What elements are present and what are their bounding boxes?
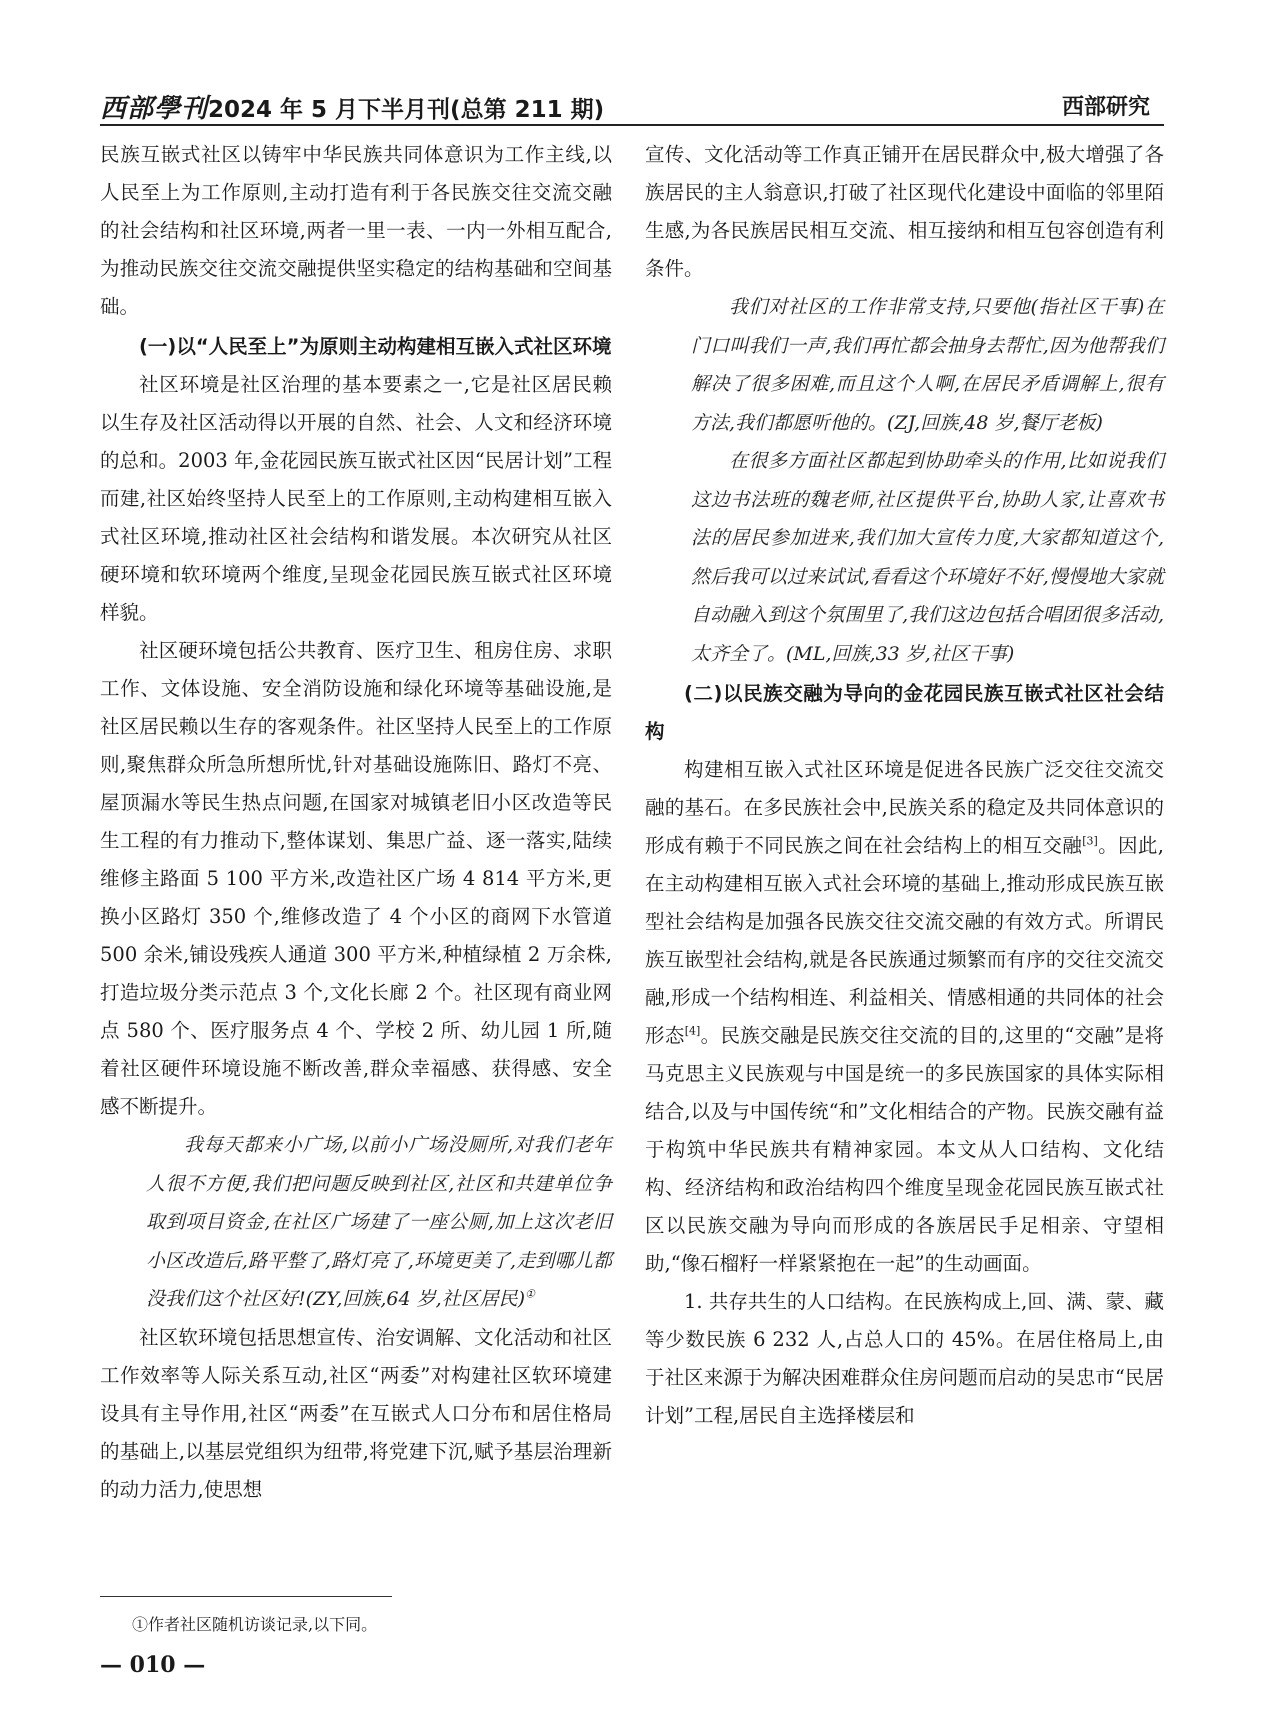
left-column [100,136,612,1509]
paragraph: 社区软环境包括思想宣传、治安调解、文化活动和社区工作效率等人际关系互动,社区“两委”对构建社区软环境建设具有主导作用,社区“两委”在互嵌式人口分布和居住格局的基础上,以基层党组织为纽带,将党建下沉,赋予基层治理新的动力活力,使思想 [100,1325,612,1501]
right-column [645,136,1164,1435]
quote-text: 我每天都来小广场,以前小广场没厕所,对我们老年人很不方便,我们把问题反映到社区,社区和共建单位争取到项目资金,在社区广场建了一座公厕,加上这次老旧小区改造后,路平整了,路灯亮了,环境更美了,走到哪儿都没我们这个社区好!(ZY,回族,64 岁,社区居民) [146,1134,612,1310]
paragraph: 民族互嵌式社区以铸牢中华民族共同体意识为工作主线,以人民至上为工作原则,主动打造有利于各民族交往交流交融的社会结构和社区环境,两者一里一表、一内一外相互配合,为推动民族交往交流交融提供坚实稳定的结构基础和空间基础。 [100,143,612,318]
paragraph: 社区硬环境包括公共教育、医疗卫生、租房住房、求职工作、文体设施、安全消防设施和绿化环境等基础设施,是社区居民赖以生存的客观条件。社区坚持人民至上的工作原则,聚焦群众所急所想所忧,针对基础设施陈旧、路灯不亮、屋顶漏水等民生热点问题,在国家对城镇老旧小区改造等民生工程的有力推动下,整体谋划、集思广益、逐一落实,陆续维修主路面 5 100 平方米,改造社区广场 4 814 平方米,更换小区路灯 350 个,维修改造了 4 个小区的商网下水管道 500 余米,铺设残疾人通道 300 平方米,种植绿植 2 万余株,打造垃圾分类示范点 3 个,文化长廊 2 个。社区现有商业网点 580 个、医疗服务点 4 个、学校 2 所、幼儿园 1 所,随着社区硬件环境设施不断改善,群众幸福感、获得感、安全感不断提升。 [100,639,612,1118]
citation-ref: [3] [1082,834,1098,848]
interview-quote [100,1126,612,1319]
section-heading: (二)以民族交融为导向的金花园民族互嵌式社区社会结构 [645,682,1164,743]
footnote: ①作者社区随机访谈记录,以下同。 [132,1615,378,1634]
section-heading: (一)以“人民至上”为原则主动构建相互嵌入式社区环境 [139,335,612,358]
citation-ref: [4] [684,1024,701,1038]
footnote-rule [100,1596,392,1597]
running-header [100,88,1164,124]
interview-quote: 在很多方面社区都起到协助牵头的作用,比如说我们这边书法班的魏老师,社区提供平台,协助人家,让喜欢书法的居民参加进来,我们加大宣传力度,大家都知道这个,然后我可以过来试试,看看这个环境好不好,慢慢地大家就自动融入到这个氛围里了,我们这边包括合唱团很多活动,太齐全了。(ML,回族,33 岁,社区干事) [691,450,1164,665]
header-left [100,88,604,125]
paragraph-text: 。因此,在主动构建相互嵌入式社会环境的基础上,推动形成民族互嵌型社会结构是加强各民族交往交流交融的有效方式。所谓民族互嵌型社会结构,就是各民族通过频繁而有序的交往交流交融,形成一个结构相连、利益相关、情感相通的共同体的社会形态 [645,834,1164,1047]
paragraph: 社区环境是社区治理的基本要素之一,它是社区居民赖以生存及社区活动得以开展的自然、社会、人文和经济环境的总和。2003 年,金花园民族互嵌式社区因“民居计划”工程而建,社区始终坚持人民至上的工作原则,主动构建相互嵌入式社区环境,推动社区社会结构和谐发展。本次研究从社区硬环境和软环境两个维度,呈现金花园民族互嵌式社区环境样貌。 [100,373,612,624]
paragraph: 1. 共存共生的人口结构。在民族构成上,回、满、蒙、藏等少数民族 6 232 人,占总人口的 45%。在居住格局上,由于社区来源于为解决困难群众住房问题而启动的吴忠市“民居计划”工程,居民自主选择楼层和 [645,1290,1164,1427]
issue-info: 2024 年 5 月下半月刊(总第 211 期) [208,97,605,123]
paragraph: 宣传、文化活动等工作真正铺开在居民群众中,极大增强了各族居民的主人翁意识,打破了社区现代化建设中面临的邻里陌生感,为各民族居民相互交流、相互接纳和相互包容创造有利条件。 [645,143,1164,280]
paragraph [645,751,1164,1283]
paragraph-text: 。民族交融是民族交往交流的目的,这里的“交融”是将马克思主义民族观与中国是统一的多民族国家的具体实际相结合,以及与中国传统“和”文化相结合的产物。民族交融有益于构筑中华民族共有精神家园。本文从人口结构、文化结构、经济结构和政治结构四个维度呈现金花园民族互嵌式社区以民族交融为导向而形成的各族居民手足相亲、守望相助,“像石榴籽一样紧紧抱在一起”的生动画面。 [645,1024,1164,1275]
paragraph-text: 构建相互嵌入式社区环境是促进各民族广泛交往交流交融的基石。在多民族社会中,民族关系的稳定及共同体意识的形成有赖于不同民族之间在社会结构上的相互交融 [645,758,1164,857]
header-rule [100,124,1164,126]
section-title: 西部研究 [1061,95,1150,120]
page-number: — 010 — [100,1652,206,1678]
interview-quote: 我们对社区的工作非常支持,只要他(指社区干事)在门口叫我们一声,我们再忙都会抽身去帮忙,因为他帮我们解决了很多困难,而且这个人啊,在居民矛盾调解上,很有方法,我们都愿听他的。(ZJ,回族,48 岁,餐厅老板) [691,296,1164,434]
footnote-marker: ① [525,1287,535,1301]
journal-logo: 西部學刊 [100,94,209,124]
